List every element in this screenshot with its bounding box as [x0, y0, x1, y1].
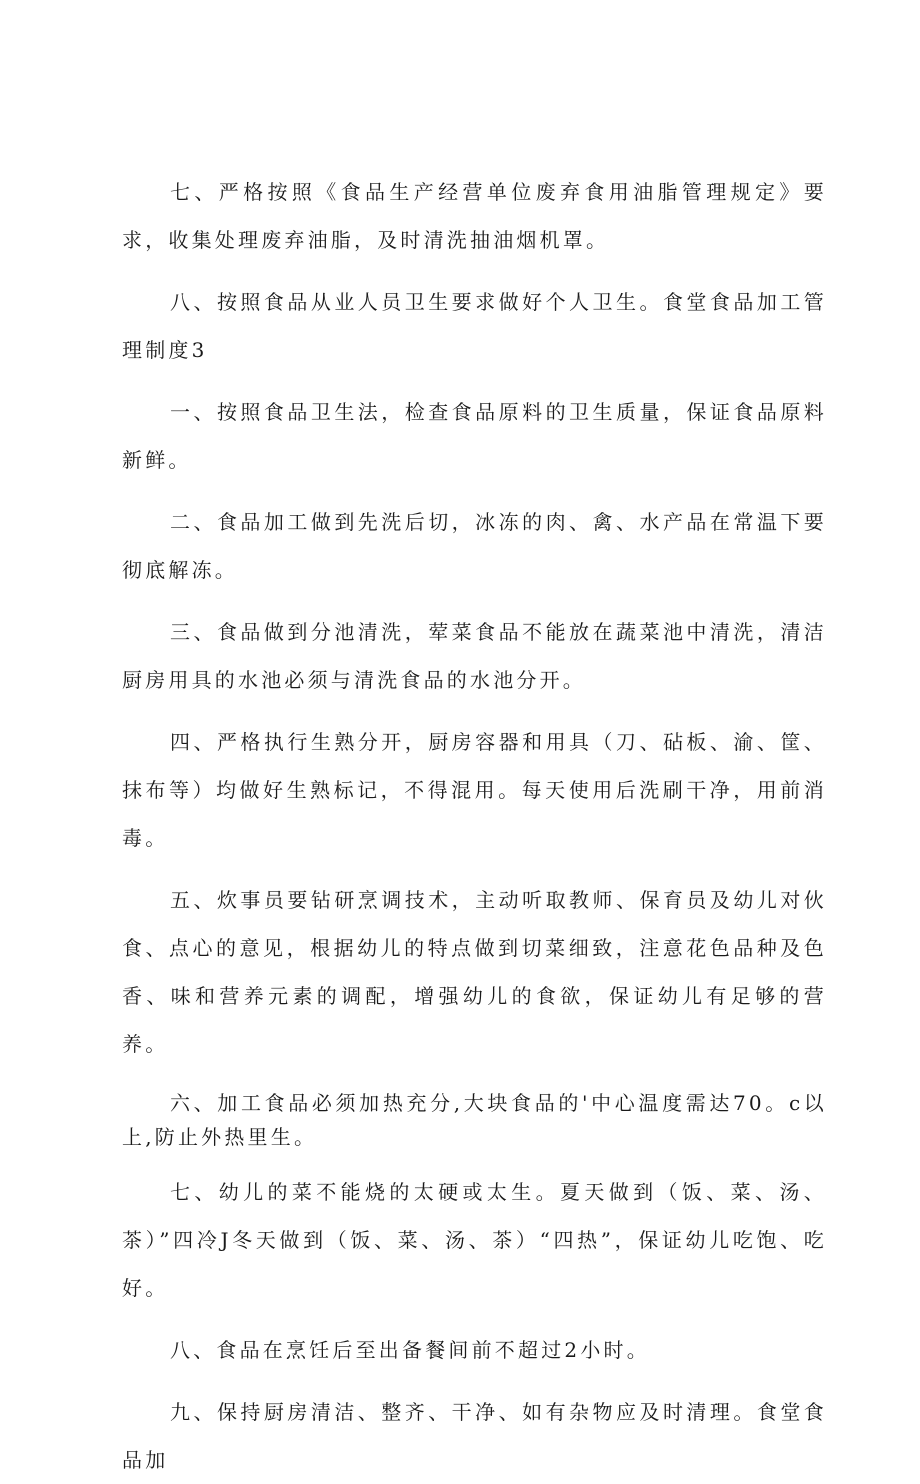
paragraph-7-waste-oil: 七、严格按照《食品生产经营单位废弃食用油脂管理规定》要求，收集处理废弃油脂，及时清洗抽油烟机罩。 [122, 180, 827, 252]
paragraph-8-serving-time: 八、食品在烹饪后至出备餐间前不超过2小时。 [170, 1338, 650, 1362]
paragraph-4-raw-cooked-separation: 四、严格执行生熟分开，厨房容器和用具（刀、砧板、渝、筐、抹布等）均做好生熟标记，不得混用。每天使用后洗刷干净，用前消毒。 [122, 730, 827, 850]
document-body [122, 168, 827, 1484]
paragraph-1-raw-materials: 一、按照食品卫生法，检查食品原料的卫生质量，保证食品原料新鲜。 [122, 400, 827, 472]
paragraph-3-separate-sinks: 三、食品做到分池清洗，荤菜食品不能放在蔬菜池中清洗，清洁厨房用具的水池必须与清洗食品的水池分开。 [122, 620, 827, 692]
paragraph-8-personal-hygiene: 八、按照食品从业人员卫生要求做好个人卫生。食堂食品加工管理制度3 [122, 290, 827, 362]
paragraph-2-wash-then-cut: 二、食品加工做到先洗后切，冰冻的肉、禽、水产品在常温下要彻底解冻。 [122, 510, 827, 582]
paragraph-5-cooking-skills: 五、炊事员要钻研烹调技术，主动听取教师、保育员及幼儿对伙食、点心的意见，根据幼儿的特点做到切菜细致，注意花色品种及色香、味和营养元素的调配，增强幼儿的食欲，保证幼儿有足够的营养。 [122, 888, 827, 1056]
paragraph-9-kitchen-cleanliness: 九、保持厨房清洁、整齐、干净、如有杂物应及时清理。食堂食品加 [122, 1400, 827, 1472]
paragraph-6-heating: 六、加工食品必须加热充分,大块食品的'中心温度需达70。c以上,防止外热里生。 [122, 1091, 827, 1149]
paragraph-7-food-texture: 七、幼儿的菜不能烧的太硬或太生。夏天做到（饭、菜、汤、茶）”四冷J冬天做到（饭、菜、汤、茶）“四热”，保证幼儿吃饱、吃好。 [122, 1180, 827, 1300]
